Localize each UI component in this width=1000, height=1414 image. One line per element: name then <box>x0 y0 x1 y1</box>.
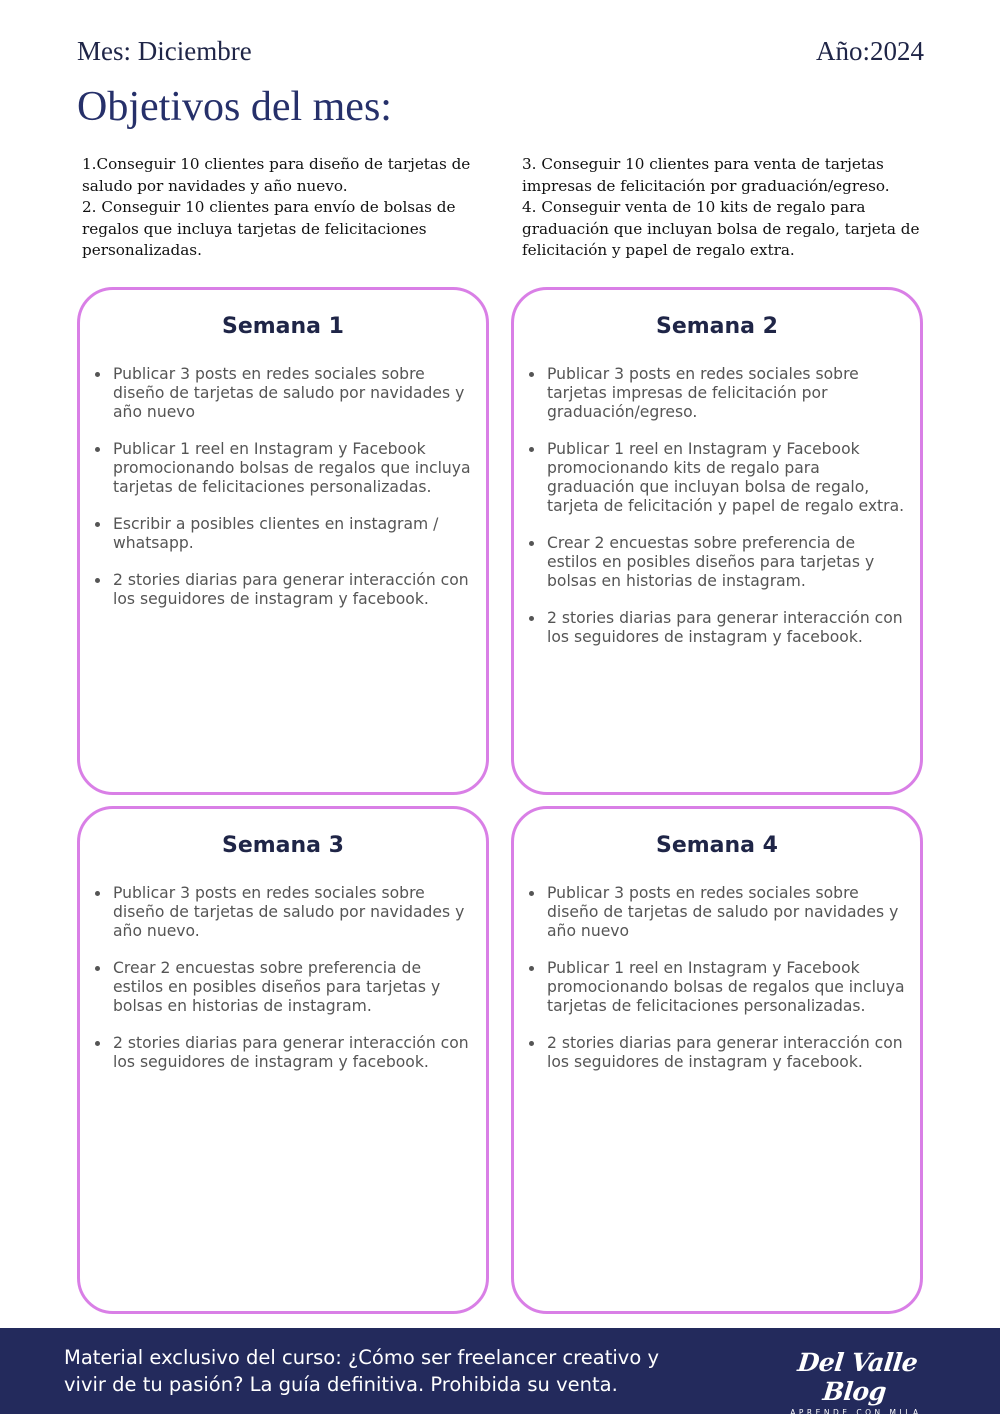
week-title: Semana 3 <box>221 833 344 858</box>
task-list <box>80 884 486 1072</box>
bullet-icon <box>95 522 100 527</box>
task-item <box>547 534 908 591</box>
week-card-1 <box>77 287 489 795</box>
bullet-icon <box>529 372 534 377</box>
header-year: Año:2024 <box>816 36 924 66</box>
bullet-icon <box>95 891 100 896</box>
page-title: Objetivos del mes: <box>77 84 392 130</box>
goal-item: 4. Conseguir venta de 10 kits de regalo para graduación que incluyan bolsa de regalo, tarjeta de felicitación y papel de regalo extra. <box>522 198 920 260</box>
task-list <box>80 365 486 609</box>
goal-item: 1.Conseguir 10 clientes para diseño de tarjetas de saludo por navidades y año nuevo. <box>82 155 471 195</box>
task-text: Publicar 1 reel en Instagram y Facebook promocionando kits de regalo para graduación que incluyan bolsa de regalo, tarjeta de felicitación y papel de regalo extra. <box>547 440 905 515</box>
task-item <box>113 1034 474 1072</box>
task-item <box>113 515 474 553</box>
bullet-icon <box>95 578 100 583</box>
task-item <box>113 365 474 422</box>
task-text: Crear 2 encuestas sobre preferencia de estilos en posibles diseños para tarjetas y bolsas en historias de instagram. <box>113 959 441 1015</box>
logo-tagline: APRENDE CON MILA <box>790 1408 922 1414</box>
task-text: 2 stories diarias para generar interacción con los seguidores de instagram y facebook. <box>113 1034 469 1071</box>
bullet-icon <box>95 372 100 377</box>
footer-disclaimer: Material exclusivo del curso: ¿Cómo ser freelancer creativo y vivir de tu pasión? La guía definitiva. Prohibida su venta. <box>64 1346 659 1396</box>
task-list <box>514 884 920 1072</box>
bullet-icon <box>95 447 100 452</box>
bullet-icon <box>529 447 534 452</box>
task-item <box>113 959 474 1016</box>
task-item <box>113 884 474 941</box>
week-title: Semana 2 <box>655 314 778 339</box>
brand-logo <box>776 1348 936 1414</box>
task-text: Publicar 3 posts en redes sociales sobre tarjetas impresas de felicitación por graduación/egreso. <box>547 365 859 421</box>
task-item <box>547 884 908 941</box>
task-item <box>547 959 908 1016</box>
task-text: Publicar 3 posts en redes sociales sobre diseño de tarjetas de saludo por navidades y año nuevo. <box>113 884 465 940</box>
task-list <box>514 365 920 647</box>
logo-name: Del Valle Blog <box>796 1348 919 1406</box>
task-text: Publicar 1 reel en Instagram y Facebook promocionando bolsas de regalos que incluya tarjetas de felicitaciones personalizadas. <box>547 959 905 1015</box>
task-text: Publicar 3 posts en redes sociales sobre diseño de tarjetas de saludo por navidades y año nuevo <box>547 884 899 940</box>
task-item <box>113 571 474 609</box>
task-item <box>547 440 908 516</box>
task-item <box>547 609 908 647</box>
task-text: 2 stories diarias para generar interacción con los seguidores de instagram y facebook. <box>113 571 469 608</box>
task-item <box>547 1034 908 1072</box>
goal-item: 3. Conseguir 10 clientes para venta de tarjetas impresas de felicitación por graduación/egreso. <box>522 155 890 195</box>
bullet-icon <box>529 541 534 546</box>
task-text: Publicar 3 posts en redes sociales sobre diseño de tarjetas de saludo por navidades y año nuevo <box>113 365 465 421</box>
task-text: Publicar 1 reel en Instagram y Facebook promocionando bolsas de regalos que incluya tarjetas de felicitaciones personalizadas. <box>113 440 471 496</box>
week-title: Semana 4 <box>655 833 778 858</box>
week-title: Semana 1 <box>221 314 344 339</box>
task-text: 2 stories diarias para generar interacción con los seguidores de instagram y facebook. <box>547 1034 903 1071</box>
header-month: Mes: Diciembre <box>77 36 252 66</box>
bullet-icon <box>95 1041 100 1046</box>
task-text: Escribir a posibles clientes en instagram / whatsapp. <box>113 515 439 552</box>
goals-left-column <box>82 154 472 262</box>
bullet-icon <box>529 1041 534 1046</box>
goals-right-column <box>522 154 922 262</box>
task-item <box>113 440 474 497</box>
goal-item: 2. Conseguir 10 clientes para envío de bolsas de regalos que incluya tarjetas de felicitaciones personalizadas. <box>82 198 456 260</box>
task-text: 2 stories diarias para generar interacción con los seguidores de instagram y facebook. <box>547 609 903 646</box>
task-text: Crear 2 encuestas sobre preferencia de estilos en posibles diseños para tarjetas y bolsas en historias de instagram. <box>547 534 875 590</box>
week-card-2 <box>511 287 923 795</box>
task-item <box>547 365 908 422</box>
bullet-icon <box>529 891 534 896</box>
bullet-icon <box>529 966 534 971</box>
bullet-icon <box>529 616 534 621</box>
week-card-4 <box>511 806 923 1314</box>
footer-bar <box>0 1328 1000 1414</box>
week-card-3 <box>77 806 489 1314</box>
bullet-icon <box>95 966 100 971</box>
